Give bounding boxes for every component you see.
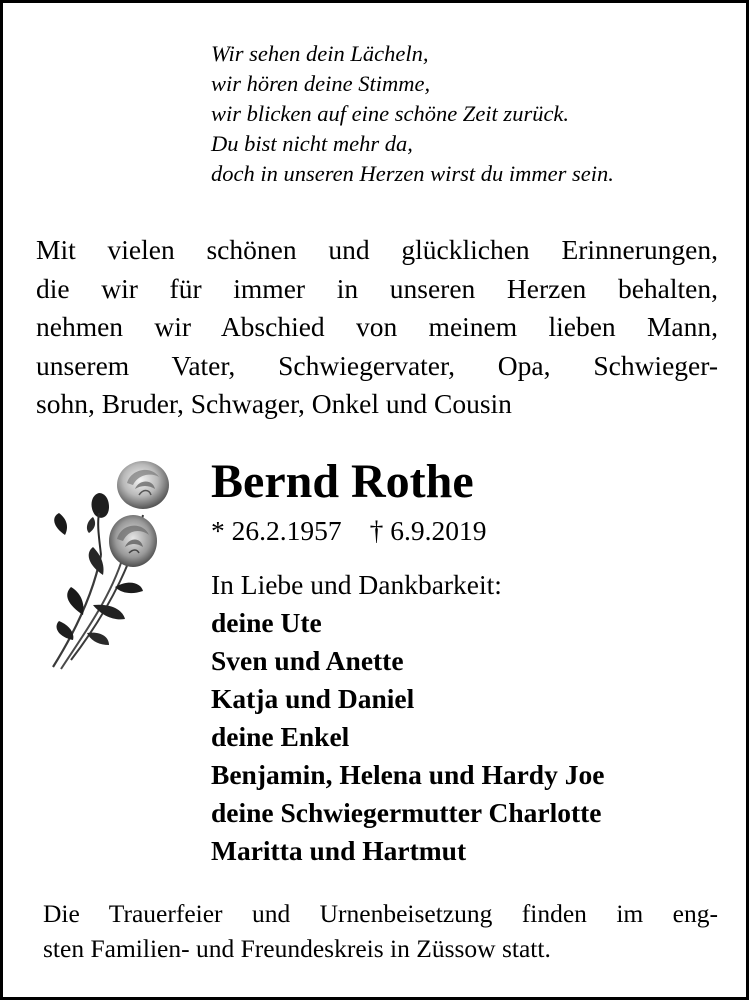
poem-line: doch in unseren Herzen wirst du immer sein. [211,161,614,186]
mourner-entry: deine Enkel [211,721,350,752]
poem-line: wir hören deine Stimme, [211,71,431,96]
mourner-entry: Sven und Anette [211,645,404,676]
poem-line: Wir sehen dein Lächeln, [211,41,429,66]
mourner-entry: Maritta und Hartmut [211,835,467,866]
mourners-list [211,566,731,870]
intro-paragraph [36,231,718,424]
poem-line: Du bist nicht mehr da, [211,131,413,156]
funeral-info-line: Die Trauerfeier und Urnenbeisetzung finden im eng- [43,899,718,928]
deceased-name: Bernd Rothe [211,455,474,508]
mourner-entry: deine Schwiegermutter Charlotte [211,797,602,828]
memorial-poem [211,39,741,189]
funeral-info-line: sten Familien- und Freundeskreis in Züssow statt. [43,934,551,963]
intro-line: nehmen wir Abschied von meinem lieben Mann, [36,311,718,342]
rose-icon [43,455,183,675]
intro-line: unserem Vater, Schwiegervater, Opa, Schwieger- [36,349,718,381]
mourner-entry: Katja und Daniel [211,683,415,714]
intro-line: die wir für immer in unseren Herzen behalten, [36,272,718,304]
mourner-entry: Benjamin, Helena und Hardy Joe [211,759,605,790]
funeral-info [43,896,718,966]
intro-line: Mit vielen schönen und glücklichen Erinnerungen, [36,234,718,265]
death-date: † 6.9.2019 [369,515,487,546]
mourners-heading: In Liebe und Dankbarkeit: [211,569,502,600]
intro-line: sohn, Bruder, Schwager, Onkel und Cousin [36,388,512,419]
poem-line: wir blicken auf eine schöne Zeit zurück. [211,101,570,126]
life-dates [211,512,487,550]
birth-date: * 26.2.1957 [211,515,342,546]
mourner-entry: deine Ute [211,607,322,638]
